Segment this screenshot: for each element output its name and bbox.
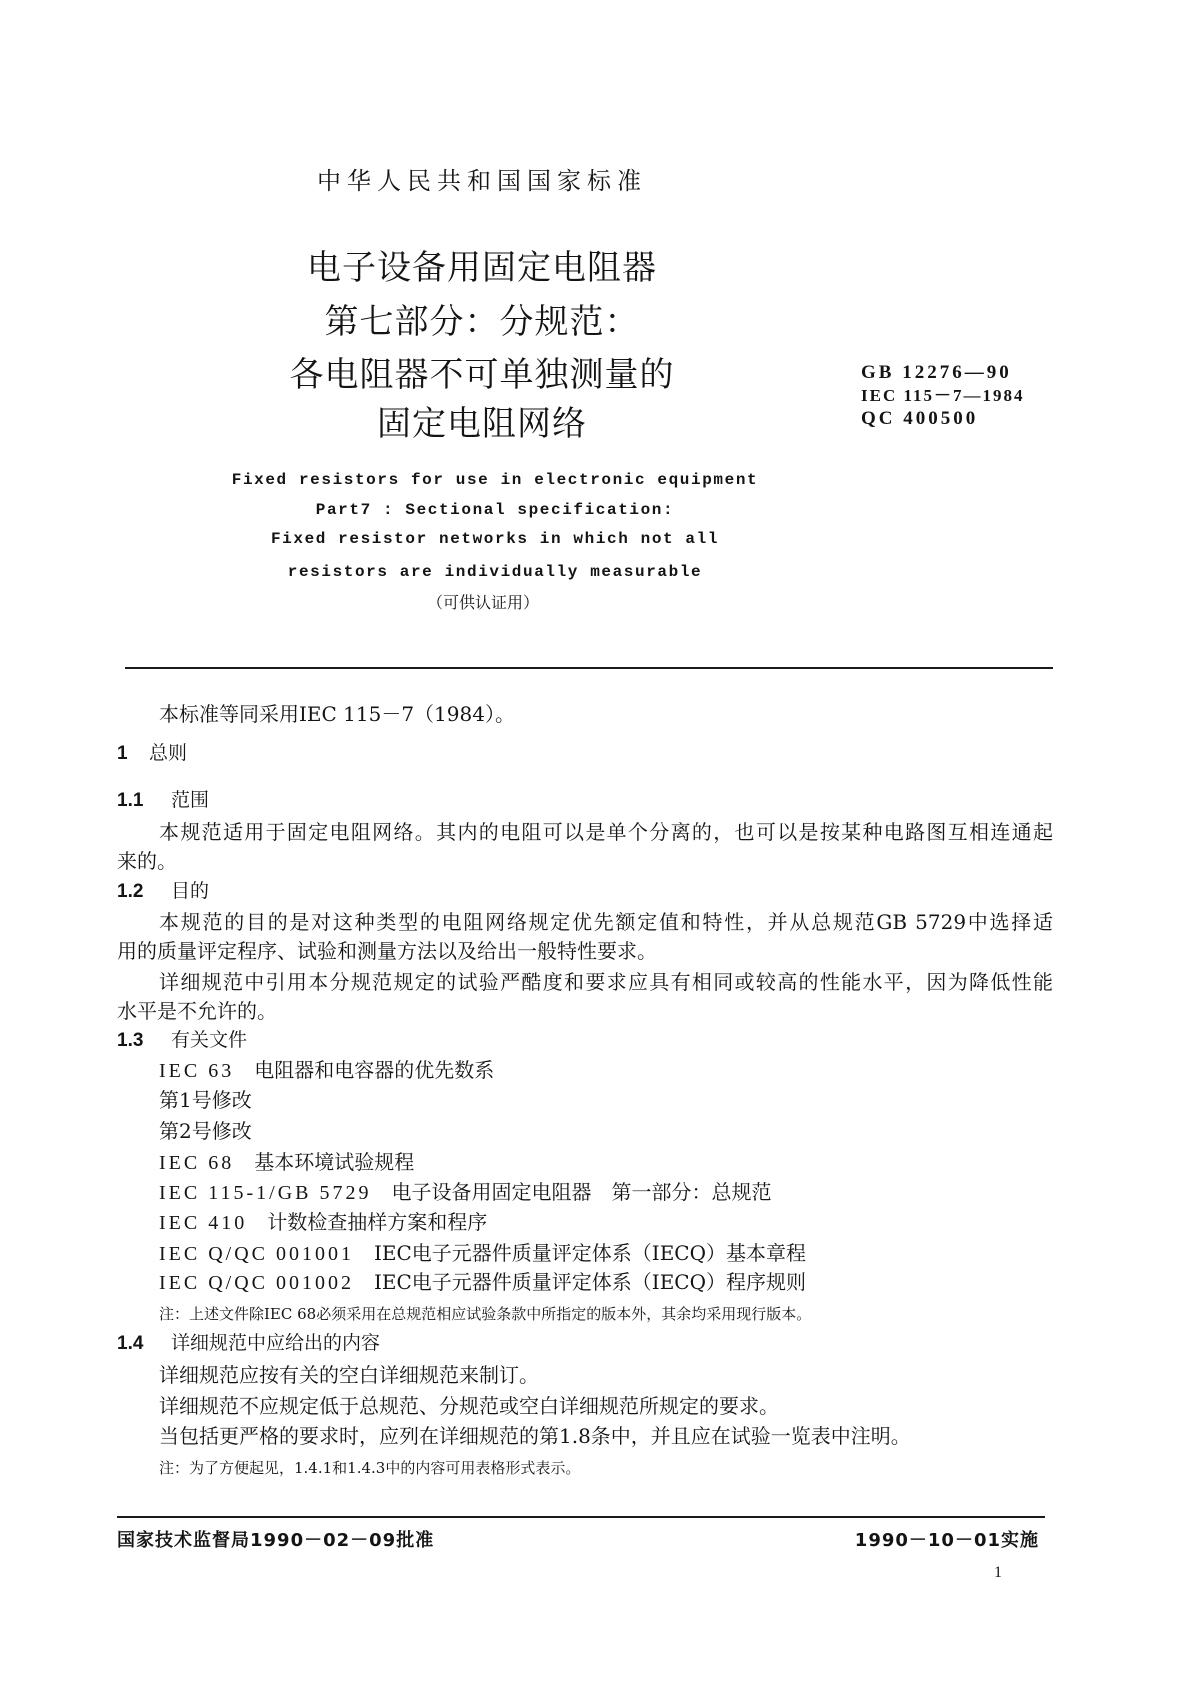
section-1-3-heading <box>117 1028 247 1053</box>
reference-code: IEC Q/QC 001001 <box>159 1243 354 1265</box>
adoption-statement: 本标准等同采用IEC 115－7（1984）。 <box>159 702 515 726</box>
reference-code: IEC 410 <box>159 1212 248 1234</box>
national-standard-header: 中华人民共和国国家标准 <box>317 167 647 195</box>
implementation-date: 1990－10－01实施 <box>854 1530 1039 1551</box>
reference-title: 第1号修改 <box>159 1088 252 1112</box>
title-cn-line-4: 固定电阻网络 <box>377 404 587 444</box>
footer-divider <box>117 1516 1045 1518</box>
reference-title: 基本环境试验规程 <box>254 1150 415 1174</box>
top-divider <box>125 667 1053 669</box>
reference-title: IEC电子元器件质量评定体系（IECQ）程序规则 <box>374 1270 807 1294</box>
reference-code: IEC Q/QC 001002 <box>159 1272 354 1294</box>
paragraph-line: 详细规范应按有关的空白详细规范来制订。 <box>159 1363 539 1387</box>
approval-date: 国家技术监督局1990－02－09批准 <box>117 1530 435 1551</box>
paragraph-line: 用的质量评定程序、试验和测量方法以及给出一般特性要求。 <box>117 939 657 963</box>
title-en-line-4: resistors are individually measurable <box>287 563 703 581</box>
iec-standard-code: IEC 115－7—1984 <box>861 386 1025 405</box>
title-en-line-3: Fixed resistor networks in which not all <box>270 530 720 548</box>
title-cn-line-1: 电子设备用固定电阻器 <box>307 248 657 288</box>
section-1-1-heading <box>117 788 209 813</box>
section-1-2-heading <box>117 879 209 904</box>
reference-title: 电子设备用固定电阻器 第一部分：总规范 <box>391 1180 772 1204</box>
reference-code: IEC 68 <box>159 1152 235 1174</box>
reference-title: 计数检查抽样方案和程序 <box>267 1210 488 1234</box>
section-1-heading <box>117 741 187 766</box>
reference-item <box>159 1210 487 1235</box>
title-cn-line-2: 第七部分：分规范： <box>324 302 640 342</box>
paragraph-line: 来的。 <box>117 849 177 873</box>
section-number: 1.1 <box>117 790 144 811</box>
paragraph-line: 本规范适用于固定电阻网络。其内的电阻可以是单个分离的，也可以是按某种电路图互相连通起 <box>159 820 1053 844</box>
section-title: 有关文件 <box>171 1029 248 1051</box>
section-title: 详细规范中应给出的内容 <box>171 1332 381 1354</box>
reference-item <box>159 1119 252 1143</box>
section-1-4-heading <box>117 1331 380 1356</box>
section-title: 范围 <box>171 789 210 811</box>
reference-item <box>159 1180 771 1205</box>
reference-item <box>159 1088 252 1112</box>
reference-item <box>159 1270 806 1295</box>
page-number: 1 <box>994 1564 1002 1581</box>
reference-item <box>159 1150 414 1175</box>
qc-standard-code: QC 400500 <box>861 408 979 429</box>
paragraph-line: 本规范的目的是对这种类型的电阻网络规定优先额定值和特性，并从总规范GB 5729中选择适 <box>159 910 1053 934</box>
section-number: 1 <box>117 743 128 764</box>
section-number: 1.2 <box>117 881 144 902</box>
paragraph-line: 详细规范不应规定低于总规范、分规范或空白详细规范所规定的要求。 <box>159 1394 779 1418</box>
title-cn-line-3: 各电阻器不可单独测量的 <box>289 355 675 395</box>
reference-title: IEC电子元器件质量评定体系（IECQ）基本章程 <box>374 1241 807 1265</box>
details-note: 注：为了方便起见，1.4.1和1.4.3中的内容可用表格形式表示。 <box>159 1459 581 1477</box>
section-number: 1.4 <box>117 1333 144 1354</box>
gb-standard-code: GB 12276—90 <box>861 362 1012 383</box>
paragraph-line: 当包括更严格的要求时，应列在详细规范的第1.8条中，并且应在试验一览表中注明。 <box>159 1424 911 1448</box>
reference-code: IEC 63 <box>159 1060 235 1082</box>
title-en-line-1: Fixed resistors for use in electronic equipment <box>231 471 759 489</box>
reference-item <box>159 1058 494 1083</box>
reference-title: 第2号修改 <box>159 1119 252 1143</box>
references-note: 注：上述文件除IEC 68必须采用在总规范相应试验条款中所指定的版本外，其余均采用现行版本。 <box>159 1305 812 1323</box>
paragraph-line: 详细规范中引用本分规范规定的试验严酷度和要求应具有相同或较高的性能水平，因为降低性能 <box>159 970 1053 994</box>
reference-code: IEC 115-1/GB 5729 <box>159 1182 372 1204</box>
section-title: 目的 <box>171 880 210 902</box>
section-title: 总则 <box>149 742 188 764</box>
reference-item <box>159 1241 806 1266</box>
section-number: 1.3 <box>117 1030 144 1051</box>
paragraph-line: 水平是不允许的。 <box>117 999 277 1023</box>
title-en-line-2: Part7 : Sectional specification: <box>315 501 675 519</box>
certification-note: （可供认证用） <box>426 593 539 612</box>
reference-title: 电阻器和电容器的优先数系 <box>254 1058 495 1082</box>
